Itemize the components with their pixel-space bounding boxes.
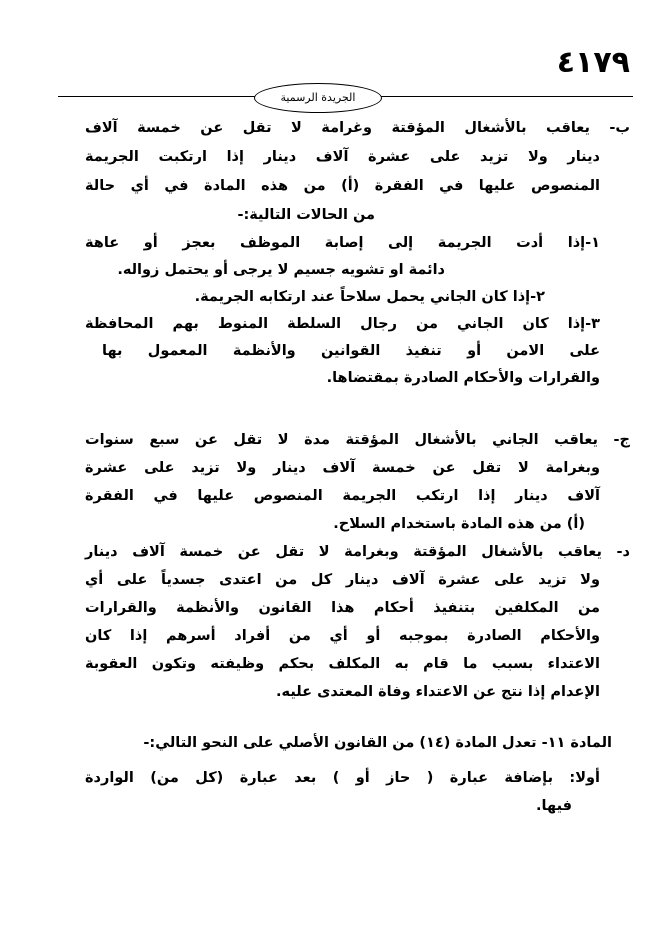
clause-d-line-4: والأحكام الصادرة بموجبه أو أي من أفراد أسرهم إذا كان bbox=[85, 628, 600, 644]
clause-d-line-6: الإعدام إذا نتج عن الاعتداء وفاة المعتدى عليه. bbox=[276, 684, 600, 700]
clause-c-line-3: آلاف دينار إذا ارتكب الجريمة المنصوص عليها في الفقرة bbox=[85, 488, 600, 504]
clause-b-item-1-line-1: ١-إذا أدت الجريمة إلى إصابة الموظف بعجز أو عاهة bbox=[85, 235, 600, 251]
clause-c-line-2: وبغرامة لا تقل عن خمسة آلاف دينار ولا تزيد على عشرة bbox=[85, 460, 600, 476]
clause-b-item-3-line-3: والقرارات والأحكام الصادرة بمقتضاها. bbox=[326, 370, 600, 386]
clause-b-line-1: ب- يعاقب بالأشغال المؤقتة وغرامة لا تقل عن خمسة آلاف bbox=[85, 120, 630, 136]
clause-b-item-2: ٢-إذا كان الجاني يحمل سلاحاً عند ارتكابه الجريمة. bbox=[194, 289, 545, 305]
clause-d-line-5: الاعتداء بسبب ما قام به المكلف بحكم وظيفته وتكون العقوبة bbox=[85, 656, 600, 672]
clause-d-line-2: ولا تزيد على عشرة آلاف دينار كل من اعتدى جسدياً على أي bbox=[85, 572, 600, 588]
gazette-header-title: الجريدة الرسمية bbox=[254, 83, 382, 113]
article-11-first-line-2: فيها. bbox=[536, 798, 572, 814]
clause-b-item-1-line-2: دائمة او تشويه جسيم لا يرجى أو يحتمل زواله. bbox=[117, 262, 445, 278]
clause-b-item-3-line-2: على الامن أو تنفيذ القوانين والأنظمة المعمول بها bbox=[102, 343, 600, 359]
clause-b-line-4: من الحالات التالية:- bbox=[237, 207, 375, 223]
page-number: ٤١٧٩ bbox=[556, 45, 630, 80]
article-11-heading: المادة ١١- تعدل المادة (١٤) من القانون الأصلي على النحو التالي:- bbox=[143, 735, 612, 751]
clause-d-line-1: د- يعاقب بالأشغال المؤقتة وبغرامة لا تقل عن خمسة آلاف دينار bbox=[85, 544, 630, 560]
clause-c-line-1: ج- يعاقب الجاني بالأشغال المؤقتة مدة لا تقل عن سبع سنوات bbox=[85, 432, 630, 448]
clause-b-line-3: المنصوص عليها في الفقرة (أ) من هذه المادة في أي حالة bbox=[85, 178, 600, 194]
clause-b-line-2: دينار ولا تزيد على عشرة آلاف دينار إذا ارتكبت الجريمة bbox=[85, 149, 600, 165]
clause-c-line-4: (أ) من هذه المادة باستخدام السلاح. bbox=[333, 516, 585, 532]
article-11-first-line-1: أولا: بإضافة عبارة ( حاز أو ) بعد عبارة (كل من) الواردة bbox=[85, 770, 600, 786]
clause-b-item-3-line-1: ٣-إذا كان الجاني من رجال السلطة المنوط بهم المحافظة bbox=[85, 316, 600, 332]
clause-d-line-3: من المكلفين بتنفيذ أحكام هذا القانون والأنظمة والقرارات bbox=[85, 600, 600, 616]
